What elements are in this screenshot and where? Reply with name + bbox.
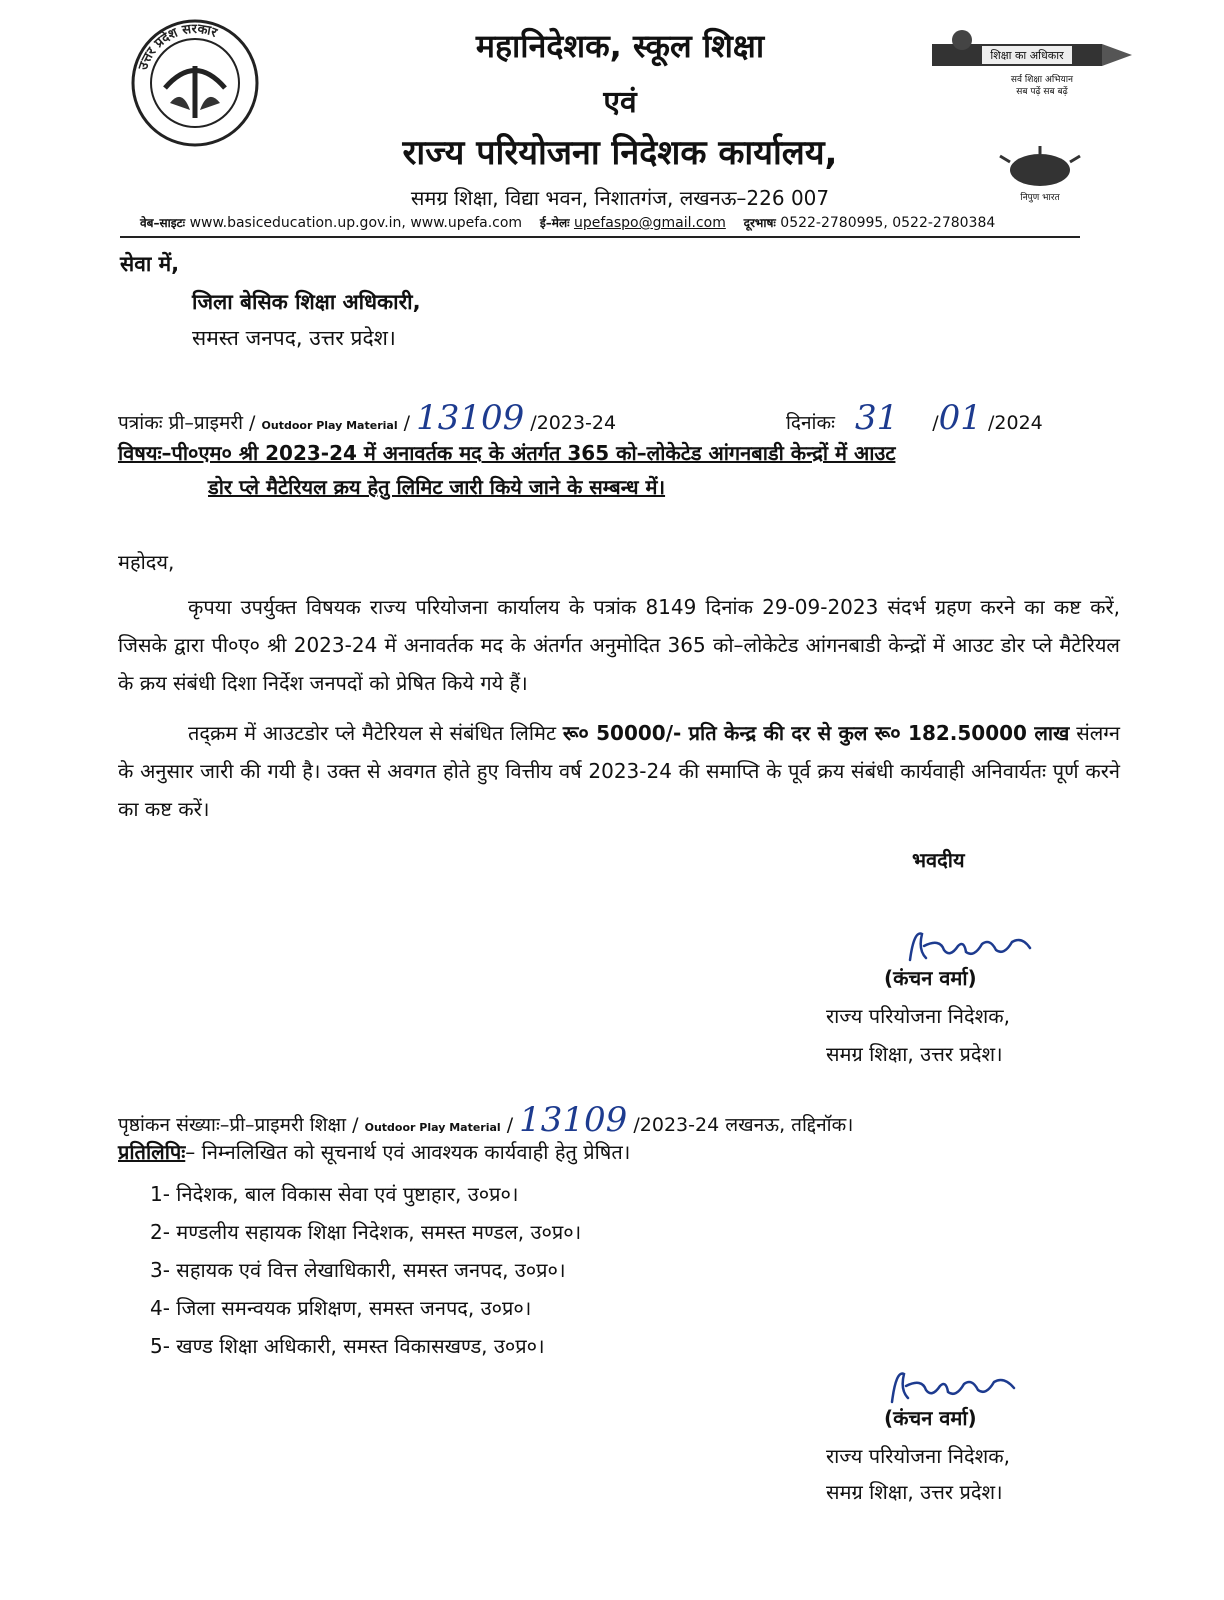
- endorsement-label: पृष्ठांकन संख्याः–प्री–प्राइमरी शिक्षा /: [118, 1114, 359, 1136]
- emblem-text: उत्तर प्रदेश सरकार: [136, 21, 219, 72]
- shiksha-ka-adhikar-logo-icon: [932, 26, 1142, 106]
- subject-label: विषयः: [118, 441, 162, 465]
- para2-amount: रू० 50000/- प्रति केन्द्र की दर से कुल रू० 182.50000 लाख: [562, 721, 1070, 745]
- signature-1-icon: [900, 920, 1060, 970]
- reference-handwritten-number: 13109: [416, 398, 525, 438]
- body-paragraph-1: कृपया उपर्युक्त विषयक राज्य परियोजना कार्यालय के पत्रांक 8149 दिनांक 29-09-2023 संदर्भ ग्रहण करने का कष्ट करें, जिसके द्वारा पी०ए० श्री 2023-24 में अनावर्तक मद के अंतर्गत अनुमोदित 365 को–लोकेटेड आंगनबाडी केन्द्रों में आउट डोर प्ले मैटेरियल के क्रय संबंधी दिशा निर्देश जनपदों को प्रेषित किये गये हैं।: [118, 595, 1120, 695]
- logo-right-text1: शिक्षा का अधिकार: [990, 49, 1064, 62]
- para2-text-a: तद्क्रम में आउटडोर प्ले मैटेरियल से संबंधित लिमिट: [188, 721, 557, 745]
- date-month: 01: [938, 398, 982, 438]
- reference-year: /2023-24: [530, 412, 617, 434]
- signatory-name-2: (कंचन वर्मा): [884, 1406, 977, 1430]
- recipient-salutation: सेवा में,: [120, 252, 180, 276]
- email-link[interactable]: upefaspo@gmail.com: [573, 215, 726, 231]
- copy-list-item: 1- निदेशक, बाल विकास सेवा एवं पुष्टाहार, उ०प्र०।: [150, 1182, 519, 1206]
- up-government-emblem-icon: [130, 18, 260, 148]
- office-title-line2: एवं: [603, 85, 637, 120]
- copy-text: – निम्नलिखित को सूचनार्थ एवं आवश्यक कार्यवाही हेतु प्रेषित।: [185, 1140, 631, 1164]
- signature-2-icon: [880, 1360, 1040, 1410]
- header-divider: [120, 236, 1080, 238]
- closing-bhavadiya: भवदीय: [912, 848, 965, 872]
- office-address: समग्र शिक्षा, विद्या भवन, निशातगंज, लखनऊ–226 007: [410, 186, 830, 210]
- logo-right-text2: सर्व शिक्षा अभियान: [1010, 75, 1074, 85]
- office-title-line1: महानिदेशक, स्कूल शिक्षा: [475, 27, 765, 65]
- endorsement-suffix: /2023-24 लखनऊ, तद्दिनॉक।: [633, 1114, 854, 1136]
- copy-list-item: 3- सहायक एवं वित्त लेखाधिकारी, समस्त जनपद, उ०प्र०।: [150, 1258, 566, 1282]
- contact-line: [140, 214, 1080, 231]
- endorsement-number: पृष्ठांकन संख्याः–प्री–प्राइमरी शिक्षा / Outdoor Play Material / 13109 /2023-24 लखनऊ, तद्दिनॉक।: [118, 1100, 854, 1140]
- phone-numbers: 0522-2780995, 0522-2780384: [780, 215, 996, 231]
- logo-right-text3: सब पढ़ें सब बढ़ें: [1016, 87, 1068, 97]
- websites[interactable]: www.basiceducation.up.gov.in, www.upefa.com: [189, 215, 523, 231]
- nipun-bharat-logo-icon: [980, 146, 1100, 206]
- reference-label: पत्रांकः प्री–प्राइमरी /: [118, 412, 256, 434]
- copy-list-item: 4- जिला समन्वयक प्रशिक्षण, समस्त जनपद, उ०प्र०।: [150, 1296, 532, 1320]
- recipient-line1: जिला बेसिक शिक्षा अधिकारी,: [192, 290, 421, 314]
- copy-list-item: 2- मण्डलीय सहायक शिक्षा निदेशक, समस्त मण्डल, उ०प्र०।: [150, 1220, 582, 1244]
- letter-subject: [118, 436, 1118, 504]
- reference-date: दिनांकः 31 /01 /2024: [786, 398, 1043, 438]
- subject-text-line2: डोर प्ले मैटेरियल क्रय हेतु लिमिट जारी किये जाने के सम्बन्ध में।: [208, 475, 666, 499]
- logo-right2-text: निपुण भारत: [1020, 193, 1060, 203]
- subject-text-line1: –पी०एम० श्री 2023-24 में अनावर्तक मद के अंतर्गत 365 को–लोकेटेड आंगनबाडी केन्द्रों में आउट: [161, 441, 896, 465]
- svg-text:उत्तर प्रदेश सरकार: [136, 22, 220, 73]
- reference-number: पत्रांकः प्री–प्राइमरी / Outdoor Play Material / 13109 /2023-24: [118, 398, 617, 438]
- recipient-line2: समस्त जनपद, उत्तर प्रदेश।: [192, 326, 396, 350]
- signatory-designation-2: राज्य परियोजना निदेशक,: [826, 1444, 1010, 1468]
- signatory-designation-1: राज्य परियोजना निदेशक,: [826, 1004, 1010, 1028]
- copy-label: प्रतिलिपिः: [118, 1140, 186, 1164]
- date-label: दिनांकः: [786, 412, 835, 434]
- body-paragraph-2: [118, 714, 1120, 828]
- endorsement-handwritten-number: 13109: [519, 1100, 628, 1140]
- date-day: 31: [854, 398, 899, 438]
- signatory-office-2: समग्र शिक्षा, उत्तर प्रदेश।: [826, 1480, 1003, 1504]
- signatory-office-1: समग्र शिक्षा, उत्तर प्रदेश।: [826, 1042, 1003, 1066]
- endorsement-material: Outdoor Play Material: [364, 1121, 501, 1134]
- copy-list-item: 5- खण्ड शिक्षा अधिकारी, समस्त विकासखण्ड, उ०प्र०।: [150, 1334, 545, 1358]
- phone-label: दूरभाषः: [743, 216, 776, 230]
- reference-material: Outdoor Play Material: [261, 419, 398, 432]
- web-label: वेब–साइटः: [140, 216, 186, 230]
- office-title-line3: राज्य परियोजना निदेशक कार्यालय,: [402, 133, 838, 173]
- date-year: /2024: [987, 412, 1043, 434]
- para2-text-b: संलग्न के अनुसार जारी की गयी है। उक्त से अवगत होते हुए वित्तीय वर्ष 2023-24 की समाप्ति के पूर्व क्रय संबंधी कार्यवाही अनिवार्यतः पूर्ण करने का कष्ट करें।: [118, 721, 1120, 821]
- copy-to-line: [118, 1138, 630, 1165]
- email-label: ई–मेलः: [539, 216, 570, 230]
- signatory-name-1: (कंचन वर्मा): [884, 966, 977, 990]
- greeting: महोदय,: [118, 550, 175, 574]
